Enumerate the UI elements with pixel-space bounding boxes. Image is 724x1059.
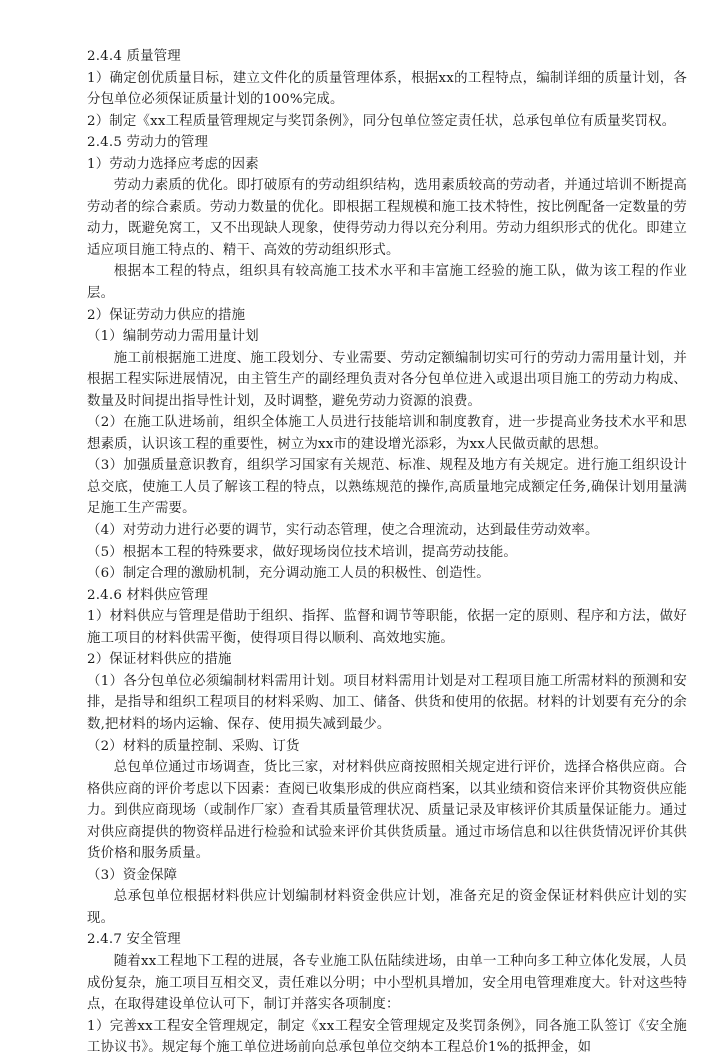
subheading: 1）劳动力选择应考虑的因素 (87, 156, 259, 172)
paragraph: （1）各分包单位必须编制材料需用计划。项目材料需用计划是对工程项目施工所需材料的预测和安排，是指导和组织工程项目的材料采购、加工、储备、供货和使用的依据。材料的计划要有充分的余数,把材料的场内运输、保存、使用损失减到最少。 (87, 673, 687, 732)
paragraph: （4）对劳动力进行必要的调节，实行动态管理，使之合理流动，达到最佳劳动效率。 (87, 523, 599, 539)
paragraph: 施工前根据施工进度、施工段划分、专业需要、劳动定额编制切实可行的劳动力需用量计划，并根据工程实际进展情况，由主管生产的副经理负责对各分包单位进入或退出项目施工的劳动力构成、数量及时间提出指导性计划，及时调整，避免劳动力资源的浪费。 (87, 350, 687, 409)
section-heading-2-4-5: 2.4.5 劳动力的管理 (87, 135, 209, 151)
section-heading-2-4-7: 2.4.7 安全管理 (87, 932, 181, 948)
paragraph: 总包单位通过市场调查，货比三家，对材料供应商按照相关规定进行评价，选择合格供应商。合格供应商的评价考虑以下因素：查阅已收集形成的供应商档案，以其业绩和资信来评价其物资供应能力。到供应商现场（或制作厂家）查看其质量管理状况、质量记录及审核评价其质量保证能力。通过对供应商提供的物资样品进行检验和试验来评价其供货质量。通过市场信息和以往供货情况评价其供货价格和服务质量。 (87, 760, 687, 862)
paragraph: 2）制定《xx工程质量管理规定与奖罚条例》，同分包单位签定责任状，总承包单位有质量奖罚权。 (87, 113, 676, 129)
subheading: （2）材料的质量控制、采购、订货 (87, 738, 300, 754)
section-heading-2-4-6: 2.4.6 材料供应管理 (87, 587, 209, 603)
paragraph: （3）加强质量意识教育，组织学习国家有关规范、标准、规程及地方有关规定。进行施工组织设计总交底，使施工人员了解该工程的特点，以熟练规范的操作,高质量地完成额定任务,确保计划用量满足施工生产需要。 (87, 458, 687, 517)
paragraph: 总承包单位根据材料供应计划编制材料资金供应计划，准备充足的资金保证材料供应计划的实现。 (87, 889, 687, 926)
paragraph: 1）材料供应与管理是借助于组织、指挥、监督和调节等职能，依据一定的原则、程序和方法，做好施工项目的材料供需平衡，使得项目得以顺利、高效地实施。 (87, 609, 687, 646)
document-page (87, 46, 687, 1059)
subheading: 2）保证材料供应的措施 (87, 652, 232, 668)
paragraph: 劳动力素质的优化。即打破原有的劳动组织结构，选用素质较高的劳动者，并通过培训不断提高劳动者的综合素质。劳动力数量的优化。即根据工程规模和施工技术特性，按比例配备一定数量的劳动力，既避免窝工，又不出现缺人现象，使得劳动力得以充分利用。劳动力组织形式的优化。即建立适应项目施工特点的、精干、高效的劳动组织形式。 (87, 178, 687, 258)
paragraph: （6）制定合理的激励机制，充分调动施工人员的积极性、创造性。 (87, 566, 490, 582)
subheading: （1）编制劳动力需用量计划 (87, 329, 259, 345)
subheading: （3）资金保障 (87, 867, 178, 883)
paragraph: （5）根据本工程的特殊要求，做好现场岗位技术培训，提高劳动技能。 (87, 544, 518, 560)
paragraph: （2）在施工队进场前，组织全体施工人员进行技能培训和制度教育，进一步提高业务技术水平和思想素质，认识该工程的重要性，树立为xx市的建设增光添彩，为xx人民做贡献的思想。 (87, 415, 687, 452)
paragraph: 随着xx工程地下工程的进展，各专业施工队伍陆续进场，由单一工种向多工种立体化发展，人员成份复杂，施工项目互相交叉，责任难以分明；中小型机具增加，安全用电管理难度大。针对这些特点，在取得建设单位认可下，制订并落实各项制度： (87, 953, 687, 1013)
paragraph: 1）确定创优质量目标，建立文件化的质量管理体系，根据xx的工程特点，编制详细的质量计划，各分包单位必须保证质量计划的100%完成。 (87, 70, 687, 108)
section-heading-2-4-4: 2.4.4 质量管理 (87, 49, 181, 64)
subheading: 2）保证劳动力供应的措施 (87, 307, 246, 323)
paragraph: 1）完善xx工程安全管理规定，制定《xx工程安全管理规定及奖罚条例》，同各施工队签订《安全施工协议书》。规定每个施工单位进场前向总承包单位交纳本工程总价1%的抵押金，如 (87, 1018, 687, 1056)
paragraph: 根据本工程的特点，组织具有较高施工技术水平和丰富施工经验的施工队，做为该工程的作业层。 (87, 264, 687, 302)
